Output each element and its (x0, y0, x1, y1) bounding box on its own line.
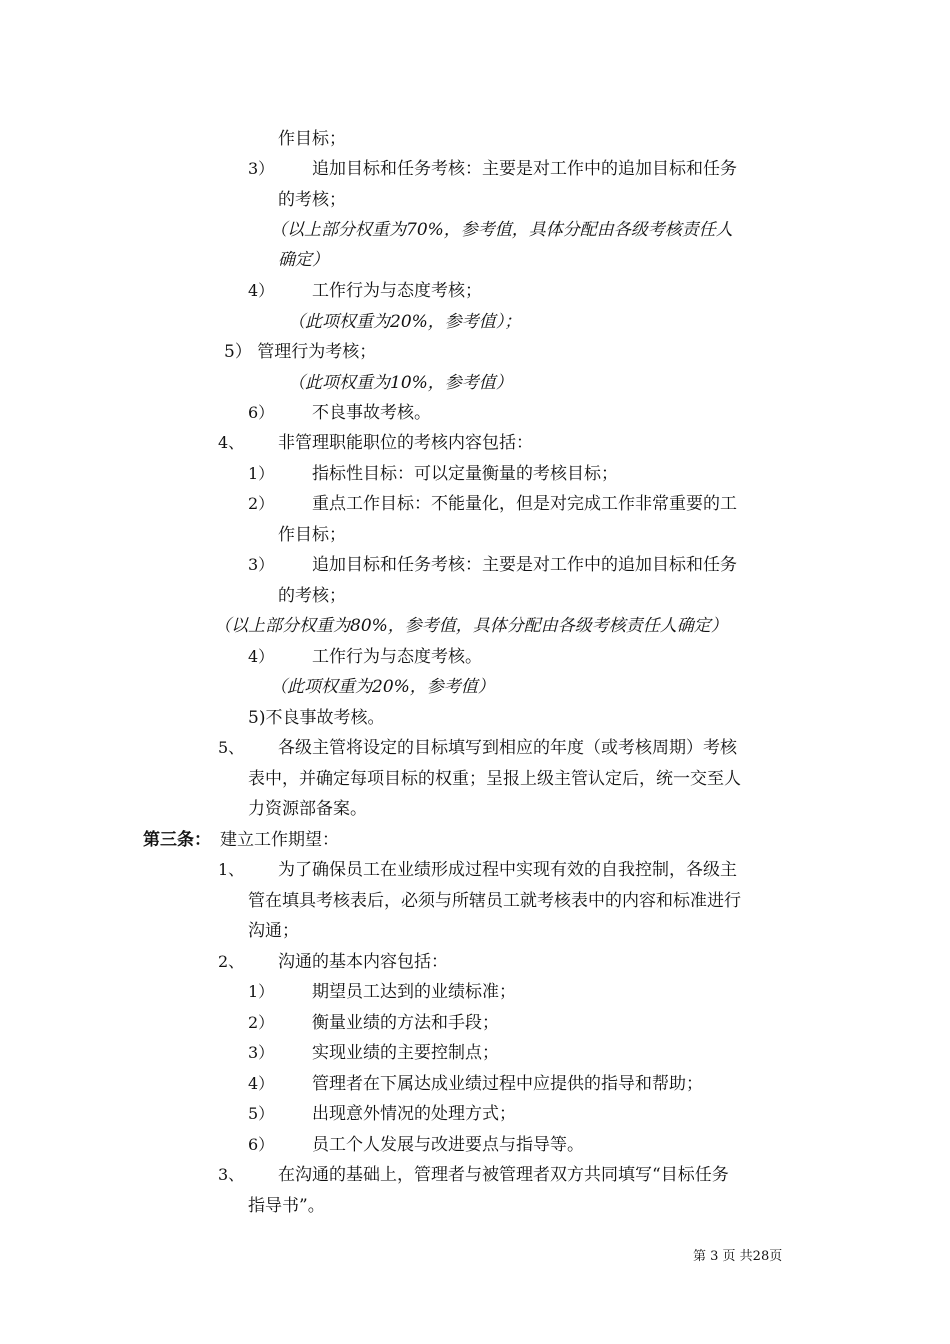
text-line: 管在填具考核表后，必须与所辖员工就考核表中的内容和标准进行 (248, 891, 741, 911)
text-line: 指导书”。 (248, 1196, 325, 1216)
text-line: 工作行为与态度考核； (312, 281, 482, 301)
text-line: 工作行为与态度考核。 (312, 647, 482, 667)
item-number: 3） (248, 159, 275, 178)
text-line: 作目标； (278, 129, 346, 149)
text-line: 指标性目标：可以定量衡量的考核目标； (312, 464, 618, 484)
item-number: 2） (248, 1013, 275, 1032)
text-line: 非管理职能职位的考核内容包括： (278, 433, 533, 453)
section-number: 5、 (218, 738, 245, 757)
text-line: 出现意外情况的处理方式； (312, 1104, 516, 1124)
item-number: 4） (248, 281, 275, 300)
text-line: 沟通的基本内容包括： (278, 952, 448, 972)
item-number: 6） (248, 1135, 275, 1154)
item-number: 3） (248, 555, 275, 574)
item-number: 3） (248, 1043, 275, 1062)
text-line: 重点工作目标：不能量化，但是对完成工作非常重要的工 (312, 494, 737, 514)
note-line: 确定） (278, 250, 329, 270)
note-line: （此项权重为20%，参考值） (270, 677, 495, 697)
item-number: 1） (248, 982, 275, 1001)
item-number: 2） (248, 494, 275, 513)
article-title: 建立工作期望： (220, 830, 339, 850)
text-line: 不良事故考核。 (312, 403, 431, 423)
page-number-footer: 第 3 页 共28页 (693, 1249, 783, 1264)
article-heading: 第三条： (143, 830, 211, 850)
text-line: 5） 管理行为考核； (224, 342, 377, 362)
text-line: 追加目标和任务考核：主要是对工作中的追加目标和任务 (312, 555, 737, 575)
item-number: 1） (248, 464, 275, 483)
text-line: 表中，并确定每项目标的权重；呈报上级主管认定后，统一交至人 (248, 769, 741, 789)
text-line: 沟通； (248, 921, 299, 941)
text-line: 各级主管将设定的目标填写到相应的年度（或考核周期）考核 (278, 738, 737, 758)
text-line: 的考核； (278, 190, 346, 210)
text-line: 期望员工达到的业绩标准； (312, 982, 516, 1002)
item-number: 4） (248, 1074, 275, 1093)
text-line: 5)不良事故考核。 (248, 708, 385, 728)
text-line: 员工个人发展与改进要点与指导等。 (312, 1135, 584, 1155)
section-number: 3、 (218, 1165, 245, 1184)
section-number: 1、 (218, 860, 245, 879)
note-line: （以上部分权重为80%，参考值，具体分配由各级考核责任人确定） (214, 616, 728, 636)
item-number: 6） (248, 403, 275, 422)
text-line: 作目标； (278, 525, 346, 545)
text-line: 力资源部备案。 (248, 799, 367, 819)
text-line: 衡量业绩的方法和手段； (312, 1013, 499, 1033)
item-number: 5） (248, 1104, 275, 1123)
section-number: 4、 (218, 433, 245, 452)
note-line: （此项权重为10%，参考值） (288, 373, 513, 393)
item-number: 4） (248, 647, 275, 666)
text-line: 管理者在下属达成业绩过程中应提供的指导和帮助； (312, 1074, 703, 1094)
text-line: 实现业绩的主要控制点； (312, 1043, 499, 1063)
note-line: （以上部分权重为70%，参考值，具体分配由各级考核责任人 (270, 220, 733, 240)
text-line: 的考核； (278, 586, 346, 606)
text-line: 追加目标和任务考核：主要是对工作中的追加目标和任务 (312, 159, 737, 179)
text-line: 在沟通的基础上，管理者与被管理者双方共同填写“目标任务 (278, 1165, 729, 1185)
note-line: （此项权重为20%，参考值）； (288, 312, 522, 332)
section-number: 2、 (218, 952, 245, 971)
text-line: 为了确保员工在业绩形成过程中实现有效的自我控制，各级主 (278, 860, 737, 880)
